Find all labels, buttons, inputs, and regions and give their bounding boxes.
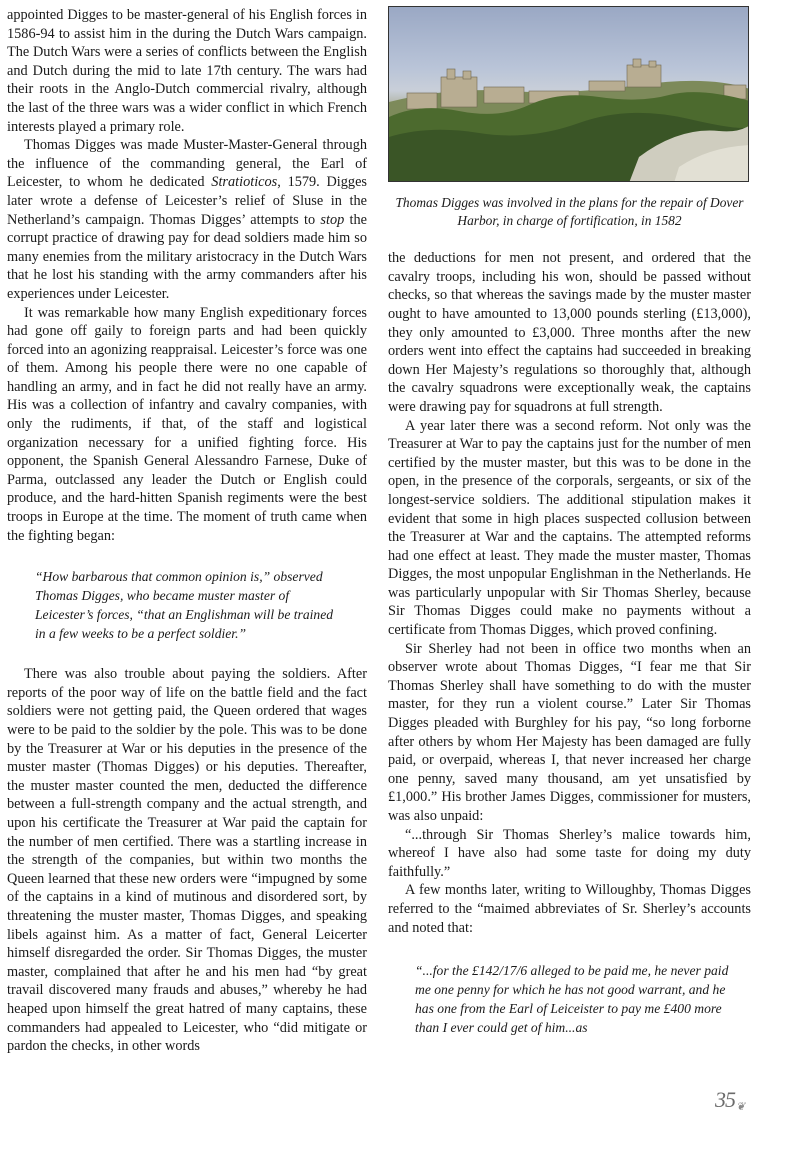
paragraph: Thomas Digges was made Muster-Master-General through the influence of the commanding general, the Earl of Leicester, to whom he dedicated Stratioticos, 1579. Digges later wrote a defense of Leicester’s relief of Sluse in the Netherland’s campaign. Thomas Digges’ attempts to stop the corrupt practice of drawing pay for dead soldiers made him so many enemies from the military aristocracy in the Dutch Wars that he lost his standing with the army commanders after his experiences under Leicester.	[7, 137, 367, 302]
block-quote: “...for the £142/17/6 alleged to be paid me, he never paid me one penny for which he has not good warrant, and he has one from the Earl of Leiceister to pay me £400 more than I ever could get of him...as	[415, 963, 729, 1036]
paragraph: There was also trouble about paying the soldiers. After reports of the poor way of life on the battle field and the fact soldiers were not getting paid, the Queen ordered that wages were to be paid to the soldier by the pole. This was to be done by the Treasurer at War or his deputies in the presence of the muster master (Thomas Digges) or his deputies. Thereafter, the muster master counted the men, deducted the difference between a full-strength company and the actual strength, and upon his certificate the Treasurer at War paid the captain for the number of men certified. There was a startling increase in the strength of the companies, but within two months the Queen learned that these new orders were “impugned by some of the captains in a kind of mutinous and disordered sort, by threatening the muster master, Thomas Digges, and speaking libels against him. As a matter of fact, General Leicerter himself disregarded the order. Sir Thomas Digges, the muster master, complained that after he and his men had “by great travail discovered many frauds and abuses,” whereby he had heaped upon himself the great hatred of many captains, these commanders had appealed to Leicester, who “did mitigate or pardon the checks, in other words	[7, 666, 367, 1055]
paragraph: appointed Digges to be master-general of his English forces in 1586-94 to assist him in the during the Dutch Wars campaign. The Dutch Wars were a series of conflicts between the English and Dutch during the mid to late 17th century. The wars had their roots in the Anglo-Dutch commercial rivalry, although the last of the three wars was a wider conflict in which French interests played a primary role.	[7, 7, 367, 135]
dover-castle-photo	[388, 6, 749, 182]
paragraph: A few months later, writing to Willoughby, Thomas Digges referred to the “maimed abbreviates of Sr. Sherley’s accounts and noted that:	[388, 882, 751, 936]
paragraph: Sir Sherley had not been in office two months when an observer wrote about Thomas Digges, “I fear me that Sir Thomas Sherley shall have something to do with the muster master, for they run a violent course.” Later Sir Thomas Digges pleaded with Burghley for his pay, “so long forborne after others by whom Her Majesty has been damaged are fully paid, or overpaid, whereas I, that never increased her charge one penny, saved many thousand, am yet unsatisfied by £1,000.” His brother James Digges, commissioner for musters, was also unpaid:	[388, 640, 751, 824]
photo-caption: Thomas Digges was involved in the plans for the repair of Dover Harbor, in charge of fortification, in 1582	[395, 195, 744, 228]
paragraph: It was remarkable how many English expeditionary forces had gone off gaily to foreign parts and had been quickly forced into an agonizing reappraisal. Leicester’s force was one of them. Among his people there were no one capable of handling an army, and in fact he did not really have an army. His was a collection of infantry and cavalry companies, with only the rudiments, if that, of the staff and logistical organization necessary for a unified fighting force. His opponent, the Spanish General Alessandro Farnese, Duke of Parma, outclassed any leader the Dutch or English could produce, and the hard-hitten Spanish regiments were the best troops in Europe at the time. The moment of truth came when the fighting began:	[7, 304, 367, 544]
block-quote: “How barbarous that common opinion is,” observed Thomas Digges, who became muster master of Leicester’s forces, “that an Englishman will be trained in a few weeks to be a perfect soldier.”	[35, 569, 334, 642]
paragraph: “...through Sir Thomas Sherley’s malice towards him, whereof I have also had some taste for doing my duty faithfully.”	[388, 826, 751, 880]
left-column	[7, 6, 367, 1056]
paragraph: A year later there was a second reform. Not only was the Treasurer at War to pay the captains just for the number of men certified by the muster master, but this was to be done in the open, in the presence of the corporals, sergeants, or six of the longest-service soldiers. The additional stipulation makes it evident that some in high places suspected collusion between the Treasurer at War and the captains. The attempted reforms had one effect at least. They made the muster master, Thomas Digges, the most unpopular Englishman in the Netherlands. He was particularly unpopular with Sir Thomas Sherley, because Sir Thomas Digges could make no payments without a certificate from Thomas Digges, which proved confining.	[388, 417, 751, 639]
flourish-icon: ❦	[736, 1101, 745, 1113]
right-column	[388, 6, 751, 1037]
emphasis: stop	[320, 211, 345, 228]
book-title: Stratioticos	[211, 174, 278, 191]
page-number: 35❦	[715, 1087, 745, 1113]
paragraph: the deductions for men not present, and ordered that the cavalry troops, including his won, should be passed without checks, so that whereas the savings made by the muster master ought to have amounted to 13,000 pounds sterling (£13,000), they only amounted to £3,000. Three months after the new orders went into effect the captains had succeeded in breaking down Her Majesty’s regulations so thoroughly that, although the cavalry squadrons were exceptionally weak, the captains were drawing pay for squadrons at full strength.	[388, 250, 751, 415]
